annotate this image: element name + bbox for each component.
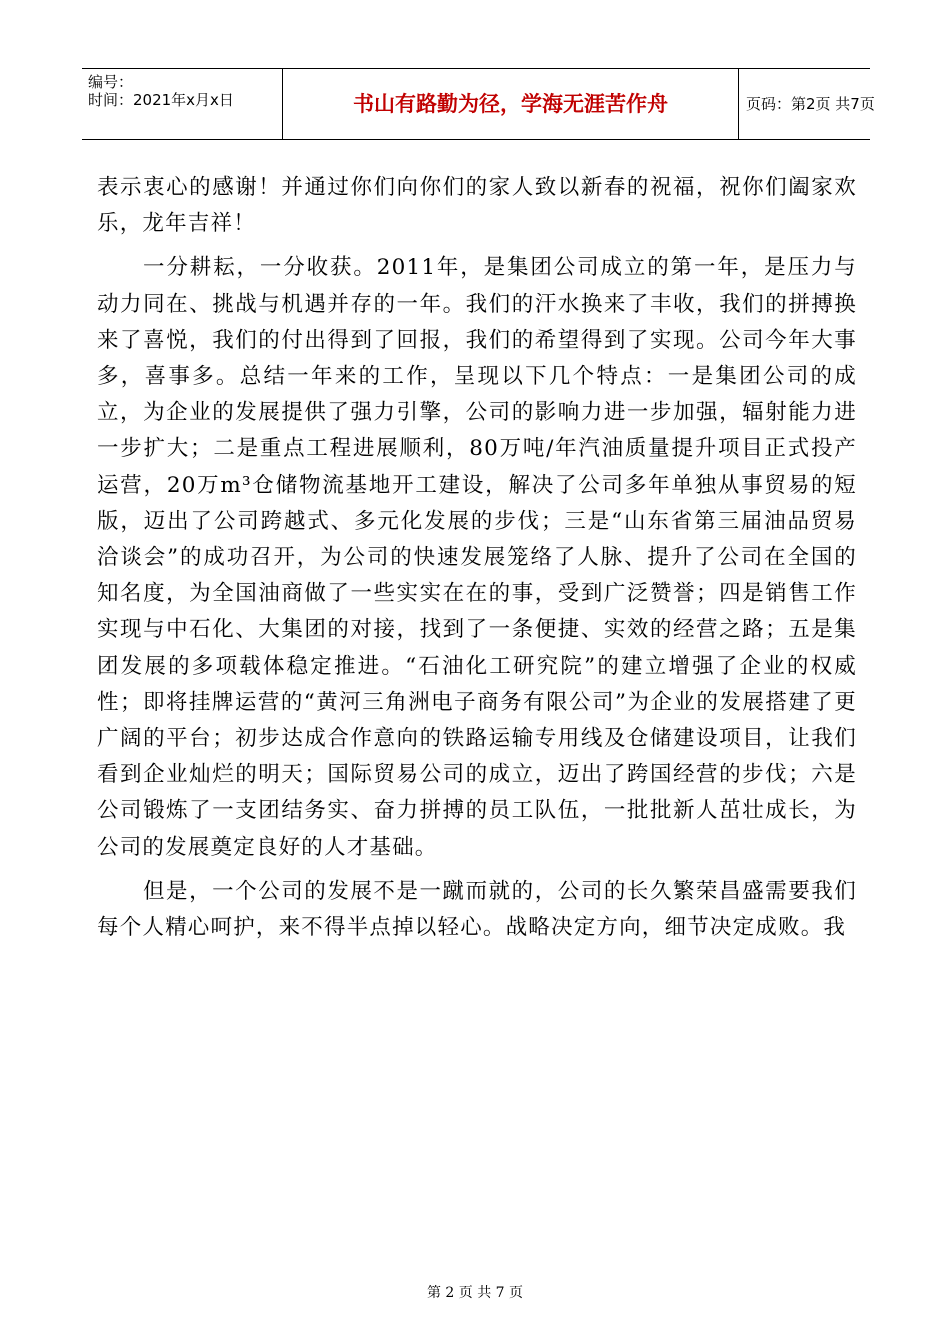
paragraph-development: 但是，一个公司的发展不是一蹴而就的，公司的长久繁荣昌盛需要我们每个人精心呵护，来不得半点掉以轻心。战略决定方向，细节决定成败。我 xyxy=(97,878,857,941)
page-footer-number: 第 2 页 共 7 页 xyxy=(426,1285,524,1301)
header-page-cell xyxy=(738,69,875,139)
header-page-info: 页码：第2页 共7页 xyxy=(746,95,875,113)
document-body xyxy=(97,170,857,946)
paragraph-gap xyxy=(97,866,857,874)
paragraph-achievements: 一分耕耘，一分收获。2011年，是集团公司成立的第一年，是压力与动力同在、挑战与机遇并存的一年。我们的汗水换来了丰收，我们的拼搏换来了喜悦，我们的付出得到了回报，我们的希望得到了实现。公司今年大事多，喜事多。总结一年来的工作，呈现以下几个特点：一是集团公司的成立，为企业的发展提供了强力引擎，公司的影响力进一步加强，辐射能力进一步扩大；二是重点工程进展顺利，80万吨/年汽油质量提升项目正式投产运营，20万m³仓储物流基地开工建设，解决了公司多年单独从事贸易的短版，迈出了公司跨越式、多元化发展的步伐；三是“山东省第三届油品贸易洽谈会”的成功召开，为公司的快速发展笼络了人脉、提升了公司在全国的知名度，为全国油商做了一些实实在在的事，受到广泛赞誉；四是销售工作实现与中石化、大集团的对接，找到了一条便捷、实效的经营之路；五是集团发展的多项载体稳定推进。“石油化工研究院”的建立增强了企业的权威性；即将挂牌运营的“黄河三角洲电子商务有限公司”为企业的发展搭建了更广阔的平台；初步达成合作意向的铁路运输专用线及仓储建设项目，让我们看到企业灿烂的明天；国际贸易公司的成立，迈出了跨国经营的步伐；六是公司锻炼了一支团结务实、奋力拼搏的员工队伍，一批批新人茁壮成长，为公司的发展奠定良好的人才基础。 xyxy=(97,255,857,860)
header-motto: 书山有路勤为径，学海无涯苦作舟 xyxy=(353,92,668,116)
paragraph-gap xyxy=(97,242,857,250)
document-time-label: 时间：2021年x月x日 xyxy=(88,91,234,109)
paragraph-continuation: 表示衷心的感谢！并通过你们向你们的家人致以新春的祝福，祝你们阖家欢乐，龙年吉祥！ xyxy=(97,175,857,237)
header-motto-cell xyxy=(282,69,739,139)
header-meta-cell xyxy=(82,69,282,139)
document-number-label: 编号： xyxy=(88,73,134,91)
page-header xyxy=(82,68,875,140)
